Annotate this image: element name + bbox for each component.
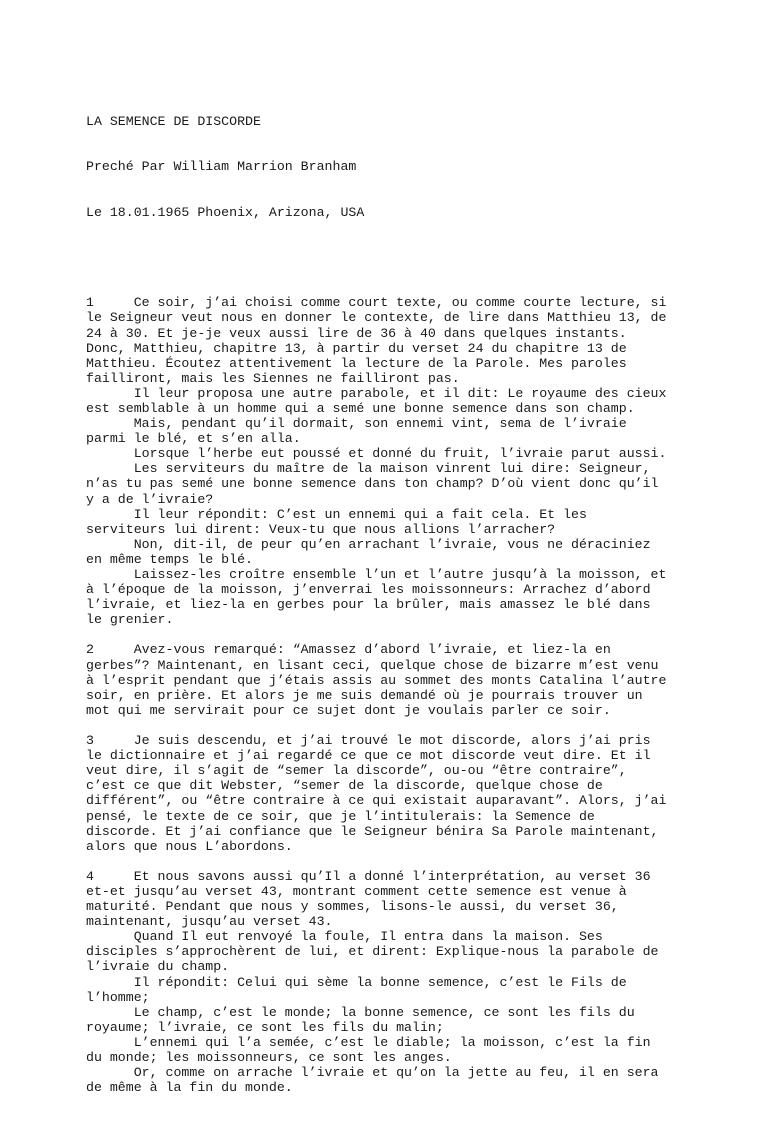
- paragraph-gap: [86, 718, 686, 733]
- paragraph-line: Mais, pendant qu’il dormait, son ennemi vint, sema de l’ivraie: [86, 416, 627, 432]
- paragraph-line: y a de l’ivraie?: [86, 491, 214, 507]
- paragraph-line: Matthieu. Écoutez attentivement la lecture de la Parole. Mes paroles: [86, 355, 627, 371]
- paragraph-line: maturité. Pendant que nous y sommes, lisons-le aussi, du verset 36,: [86, 899, 619, 915]
- paragraph-line: royaume; l’ivraie, ce sont les fils du malin;: [86, 1019, 444, 1035]
- paragraph-line: et-et jusqu’au verset 43, montrant comment cette semence est venue à: [86, 883, 627, 899]
- document-date-place: Le 18.01.1965 Phoenix, Arizona, USA: [86, 204, 365, 220]
- paragraph-line: Il leur répondit: C’est un ennemi qui a fait cela. Et les: [86, 506, 587, 522]
- paragraph-line: est semblable à un homme qui a semé une bonne semence dans son champ.: [86, 400, 635, 416]
- paragraph-line: de même à la fin du monde.: [86, 1080, 293, 1096]
- document-body: [86, 84, 686, 1125]
- paragraph-line: le dictionnaire et j’ai regardé ce que ce mot discorde veut dire. Et il: [86, 748, 651, 764]
- paragraph-line: 24 à 30. Et je-je veux aussi lire de 36 à 40 dans quelques instants.: [86, 325, 627, 341]
- paragraph-line: à l’esprit pendant que j’étais assis au sommet des monts Catalina l’autre: [86, 672, 667, 688]
- paragraph-line: discorde. Et j’ai confiance que le Seigneur bénira Sa Parole maintenant,: [86, 823, 659, 839]
- header-gap: [86, 250, 686, 265]
- paragraph-line: c’est ce que dit Webster, “semer de la discorde, quelque chose de: [86, 778, 603, 794]
- paragraph-line: disciples s’approchèrent de lui, et dirent: Explique-nous la parabole de: [86, 944, 659, 960]
- document-title: LA SEMENCE DE DISCORDE: [86, 114, 261, 130]
- paragraph-line: le grenier.: [86, 612, 174, 628]
- paragraph-line: Non, dit-il, de peur qu’en arrachant l’ivraie, vous ne déraciniez: [86, 536, 651, 552]
- paragraph-line: veut dire, il s’agit de “semer la discorde”, ou-ou “être contraire”,: [86, 763, 627, 779]
- paragraph-line: 3 Je suis descendu, et j’ai trouvé le mot discorde, alors j’ai pris: [86, 733, 651, 749]
- paragraph-line: mot qui me servirait pour ce sujet dont je voulais parler ce soir.: [86, 702, 611, 718]
- paragraph-line: Le champ, c’est le monde; la bonne semence, ce sont les fils du: [86, 1004, 635, 1020]
- paragraph-line: Lorsque l’herbe eut poussé et donné du fruit, l’ivraie parut aussi.: [86, 446, 667, 462]
- paragraph-line: pensé, le texte de ce soir, que je l’intitulerais: la Semence de: [86, 808, 595, 824]
- paragraph-line: en même temps le blé.: [86, 551, 253, 567]
- paragraph-gap: [86, 627, 686, 642]
- paragraph-line: parmi le blé, et s’en alla.: [86, 431, 301, 447]
- paragraph: [86, 869, 686, 1095]
- paragraph-line: Les serviteurs du maître de la maison vinrent lui dire: Seigneur,: [86, 461, 651, 477]
- paragraph-line: du monde; les moissonneurs, ce sont les anges.: [86, 1050, 452, 1065]
- paragraph-line: à l’époque de la moisson, j’enverrai les moissonneurs: Arrachez d’abord: [86, 582, 651, 598]
- paragraph: [86, 295, 686, 627]
- paragraph-line: 2 Avez-vous remarqué: “Amassez d’abord l’ivraie, et liez-la en: [86, 642, 611, 658]
- paragraph-line: soir, en prière. Et alors je me suis demandé où je pourrais trouver un: [86, 687, 643, 703]
- paragraphs-container: [86, 295, 686, 1095]
- paragraph-line: Or, comme on arrache l’ivraie et qu’on la jette au feu, il en sera: [86, 1065, 659, 1081]
- paragraph-line: L’ennemi qui l’a semée, c’est le diable; la moisson, c’est la fin: [86, 1034, 651, 1050]
- paragraph-line: Il leur proposa une autre parabole, et il dit: Le royaume des cieux: [86, 385, 667, 401]
- paragraph-line: l’ivraie, et liez-la en gerbes pour la brûler, mais amassez le blé dans: [86, 597, 651, 613]
- paragraph-line: Donc, Matthieu, chapitre 13, à partir du verset 24 du chapitre 13 de: [86, 340, 627, 356]
- document-preacher: Preché Par William Marrion Branham: [86, 159, 357, 175]
- paragraph-line: 4 Et nous savons aussi qu’Il a donné l’interprétation, au verset 36: [86, 868, 651, 884]
- paragraph-line: alors que nous L’abordons.: [86, 838, 293, 854]
- paragraph-line: n’as tu pas semé une bonne semence dans ton champ? D’où vient donc qu’il: [86, 476, 659, 492]
- paragraph: [86, 642, 686, 717]
- paragraph-gap: [86, 854, 686, 869]
- paragraph-line: l’ivraie du champ.: [86, 959, 230, 975]
- paragraph-line: maintenant, jusqu’au verset 43.: [86, 914, 333, 930]
- paragraph-line: gerbes”? Maintenant, en lisant ceci, quelque chose de bizarre m’est venu: [86, 657, 659, 673]
- paragraph-line: failliront, mais les Siennes ne failliront pas.: [86, 370, 460, 386]
- paragraph: [86, 733, 686, 854]
- paragraph-line: Quand Il eut renvoyé la foule, Il entra dans la maison. Ses: [86, 929, 603, 945]
- paragraph-line: Il répondit: Celui qui sème la bonne semence, c’est le Fils de: [86, 974, 627, 990]
- paragraph-line: serviteurs lui dirent: Veux-tu que nous allions l’arracher?: [86, 521, 556, 537]
- paragraph-line: Laissez-les croître ensemble l’un et l’autre jusqu’à la moisson, et: [86, 567, 667, 582]
- paragraph-line: différent”, ou “être contraire à ce qui existait auparavant”. Alors, j’ai: [86, 793, 667, 809]
- paragraph-line: le Seigneur veut nous en donner le contexte, de lire dans Matthieu 13, de: [86, 310, 667, 326]
- paragraph-line: 1 Ce soir, j’ai choisi comme court texte, ou comme courte lecture, si: [86, 295, 667, 311]
- paragraph-line: l’homme;: [86, 989, 150, 1005]
